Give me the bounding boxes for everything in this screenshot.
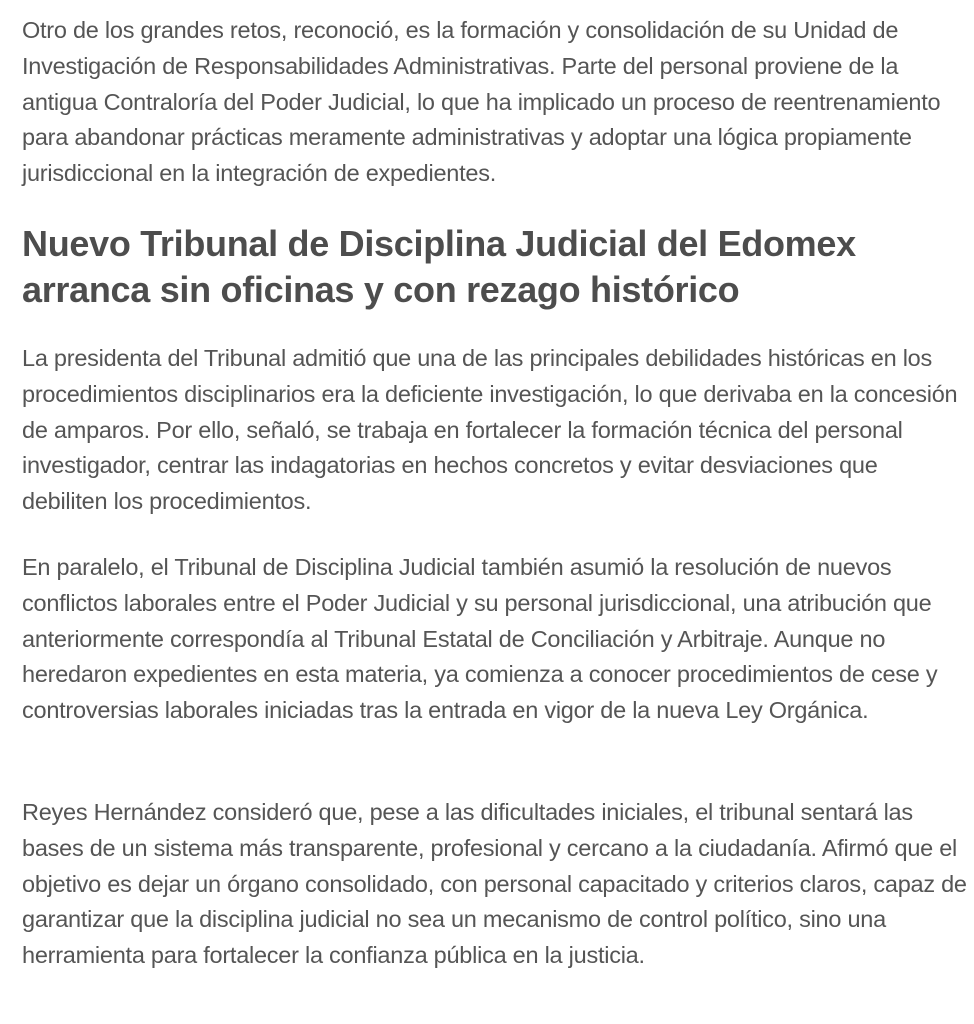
section-heading: Nuevo Tribunal de Disciplina Judicial del Edomex arranca sin oficinas y con rezago histórico [22, 223, 856, 310]
article-paragraph-4: Reyes Hernández consideró que, pese a las dificultades iniciales, el tribunal sentará las bases de un sistema más transparente, profesional y cercano a la ciudadanía. Afirmó que el objetivo es dejar un órgano consolidado, con personal capacitado y criterios claros, capaz de garantizar que la disciplina judicial no sea un mecanismo de control político, sino una herramienta para fortalecer la confianza pública en la justicia. [22, 799, 967, 969]
article-paragraph-2: La presidenta del Tribunal admitió que una de las principales debilidades históricas en los procedimientos disciplinarios era la deficiente investigación, lo que derivaba en la concesión de amparos. Por ello, señaló, se trabaja en fortalecer la formación técnica del personal investigador, centrar las indagatorias en hechos concretos y evitar desviaciones que debiliten los procedimientos. [22, 345, 958, 515]
article-paragraph-1: Otro de los grandes retos, reconoció, es la formación y consolidación de su Unidad de Investigación de Responsabilidades Administrativas. Parte del personal proviene de la antigua Contraloría del Poder Judicial, lo que ha implicado un proceso de reentrenamiento para abandonar prácticas meramente administrativas y adoptar una lógica propiamente jurisdiccional en la integración de expedientes. [22, 17, 941, 187]
article-paragraph-3: En paralelo, el Tribunal de Disciplina Judicial también asumió la resolución de nuevos conflictos laborales entre el Poder Judicial y su personal jurisdiccional, una atribución que anteriormente correspondía al Tribunal Estatal de Conciliación y Arbitraje. Aunque no heredaron expedientes en esta materia, ya comienza a conocer procedimientos de cese y controversias laborales iniciadas tras la entrada en vigor de la nueva Ley Orgánica. [22, 554, 938, 724]
